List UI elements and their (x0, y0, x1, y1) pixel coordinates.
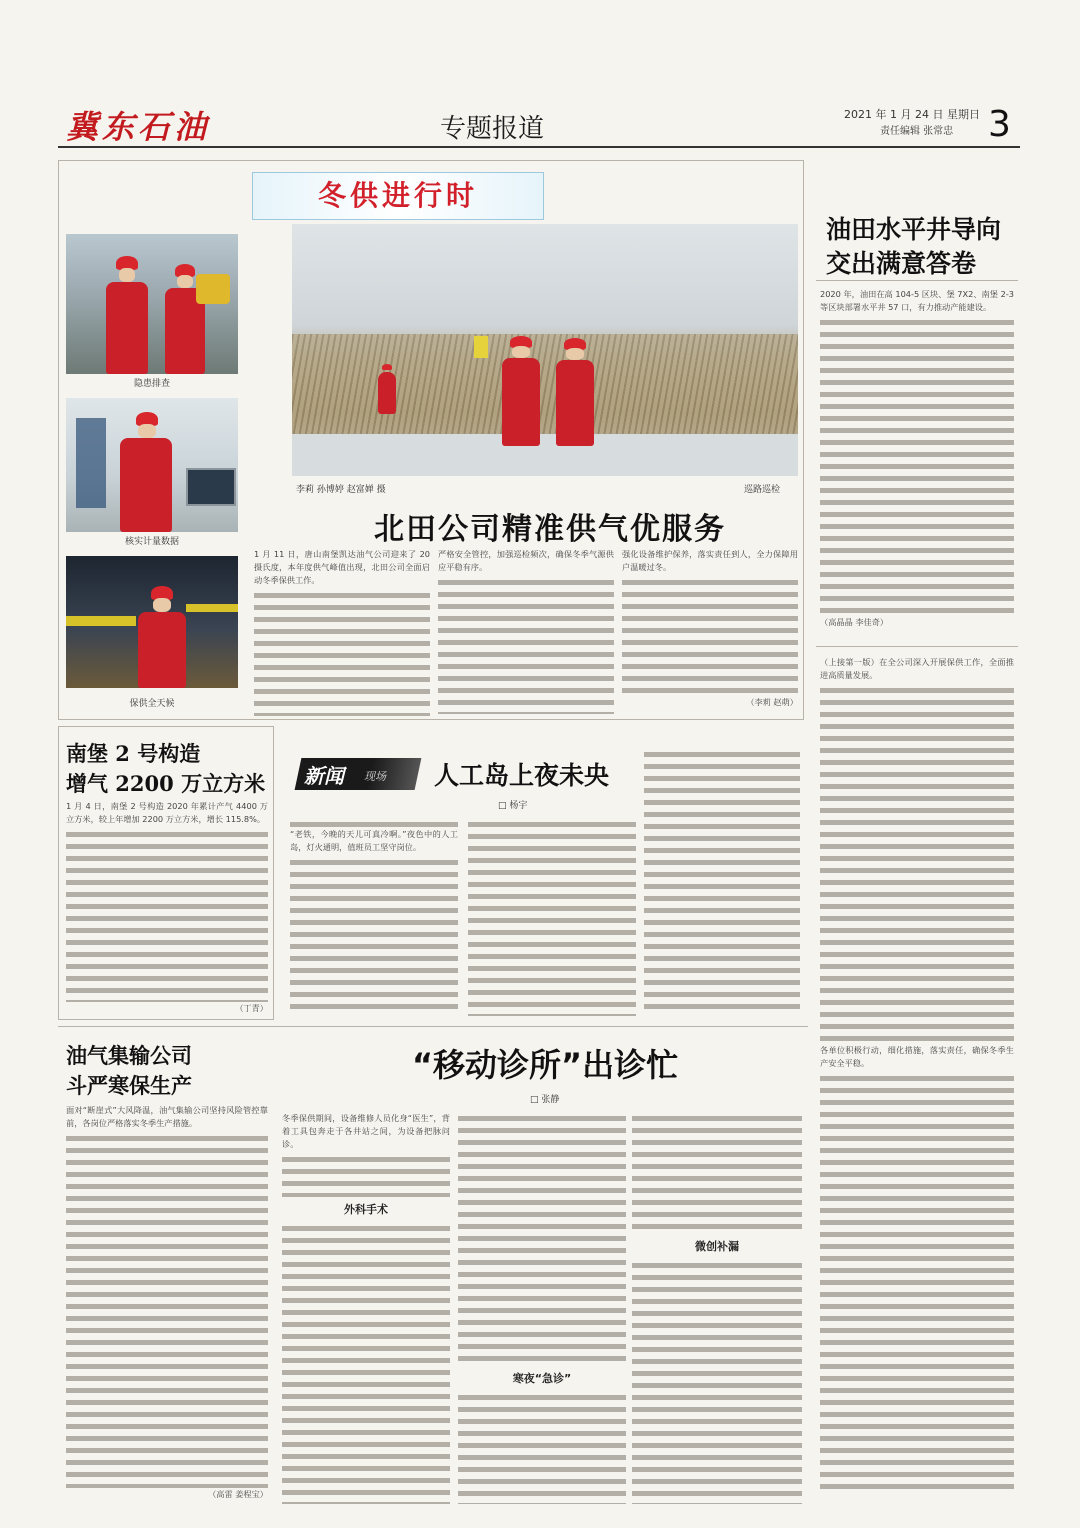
youqi-body-text: 面对“断崖式”大风降温，油气集输公司坚持风险管控靠前，各岗位严格落实冬季生产措施。 (66, 1105, 268, 1128)
rengong-headline: 人工岛上夜未央 (434, 761, 610, 790)
right-lower-text-2: 各单位积极行动，细化措施，落实责任，确保冬季生产安全平稳。 (820, 1045, 1014, 1068)
yidong-col2 (458, 1112, 626, 1504)
shuiping-rule (816, 280, 1018, 281)
photo-caption-allday: 保供全天候 (129, 699, 175, 709)
issue-date: 2021 年 1 月 24 日 星期日 (844, 108, 980, 121)
photo-pipeline-patrol (292, 224, 798, 476)
shuiping-signature: （高晶晶 李佳奇） (820, 617, 889, 627)
shuiping-headline-2: 交出满意答卷 (826, 249, 977, 278)
rengong-body-col3 (644, 748, 800, 1016)
youqi-headline-2: 斗严寒保生产 (66, 1073, 192, 1098)
right-lower-body (820, 656, 1014, 1496)
nanpu-body-text: 1 月 4 日，南堡 2 号构造 2020 年累计产气 4400 万立方米，较上年增加 2200 万立方米，增长 115.8%。 (66, 801, 268, 824)
photo-caption-meter: 核实计量数据 (124, 537, 179, 547)
beitian-col1-text: 1 月 11 日，唐山南堡凯达油气公司迎来了 20 摄氏度，本年度供气峰值出现，北田公司全面启动冬季保供工作。 (254, 549, 430, 585)
beitian-body-col2 (438, 548, 614, 716)
photo-meter-data (66, 398, 238, 532)
page-number: 3 (988, 104, 1011, 145)
photo-caption-patrol: 巡路巡检 (744, 485, 781, 495)
yidong-subhead-2: 寒夜“急诊” (512, 1372, 572, 1385)
nanpu-headline-1: 南堡 2 号构造 (66, 741, 201, 766)
photo-hazard-check (66, 234, 238, 374)
yidong-col1 (282, 1112, 450, 1504)
rengong-tag-text: 新闻 (304, 764, 344, 788)
yidong-col3 (632, 1112, 802, 1504)
beitian-body-col1 (254, 548, 430, 716)
section-title: 专题报道 (440, 114, 545, 144)
shuiping-body-text: 2020 年，油田在高 104-5 区块、堡 7X2、南堡 2-3 等区块部署水平井 57 口，有力推动产能建设。 (820, 289, 1014, 312)
youqi-body (66, 1104, 268, 1504)
yidong-byline: □ 张静 (530, 1095, 560, 1105)
rengong-body-text: “老铁，今晚的天儿可真冷啊。”夜色中的人工岛，灯火通明，值班员工坚守岗位。 (290, 829, 458, 852)
yidong-subhead-1: 外科手术 (344, 1203, 388, 1216)
photo-allday-supply (66, 556, 238, 688)
masthead-rule (58, 146, 1020, 148)
right-divider (816, 646, 1018, 647)
photo-credit: 李莉 孙博婷 赵富婵 摄 (296, 485, 386, 495)
yidong-headline: “移动诊所”出诊忙 (412, 1046, 679, 1084)
beitian-col2-text: 严格安全管控，加强巡检频次，确保冬季气源供应平稳有序。 (438, 549, 614, 572)
beitian-col3-text: 强化设备维护保养，落实责任到人，全力保障用户温暖过冬。 (622, 549, 798, 572)
yidong-subhead-3: 微创补漏 (695, 1240, 739, 1253)
rengong-tag-text-2: 现场 (364, 770, 386, 783)
shuiping-body (820, 288, 1014, 634)
rengong-byline: □ 杨宇 (498, 801, 528, 811)
rengong-body-col1 (290, 818, 458, 1016)
feature-banner (252, 172, 544, 220)
youqi-headline-1: 油气集输公司 (66, 1043, 192, 1068)
right-lower-text: （上接第一版）在全公司深入开展保供工作，全面推进高质量发展。 (820, 657, 1014, 680)
banner-title: 冬供进行时 (317, 179, 478, 212)
nanpu-headline-2: 增气 2200 万立方米 (66, 771, 266, 796)
shuiping-headline-1: 油田水平井导向 (826, 215, 1002, 244)
nanpu-body (66, 800, 268, 1014)
rengong-body-col2 (468, 818, 636, 1016)
youqi-signature: （高雷 姜程宝） (208, 1489, 268, 1499)
beitian-body-col3 (622, 548, 798, 716)
photo-caption-hazard: 隐患排查 (133, 379, 170, 389)
beitian-signature: （李莉 赵萌） (746, 697, 798, 707)
beitian-headline: 北田公司精准供气优服务 (374, 512, 726, 547)
editor-credit: 责任编辑 张常忠 (880, 126, 954, 137)
yidong-body-text: 冬季保供期间，设备维修人员化身“医生”，背着工具包奔走于各井站之间，为设备把脉问诊。 (282, 1113, 450, 1149)
newspaper-logo: 冀东石油 (66, 108, 211, 146)
lower-divider (58, 1026, 808, 1027)
nanpu-signature: （丁青） (235, 1003, 268, 1013)
